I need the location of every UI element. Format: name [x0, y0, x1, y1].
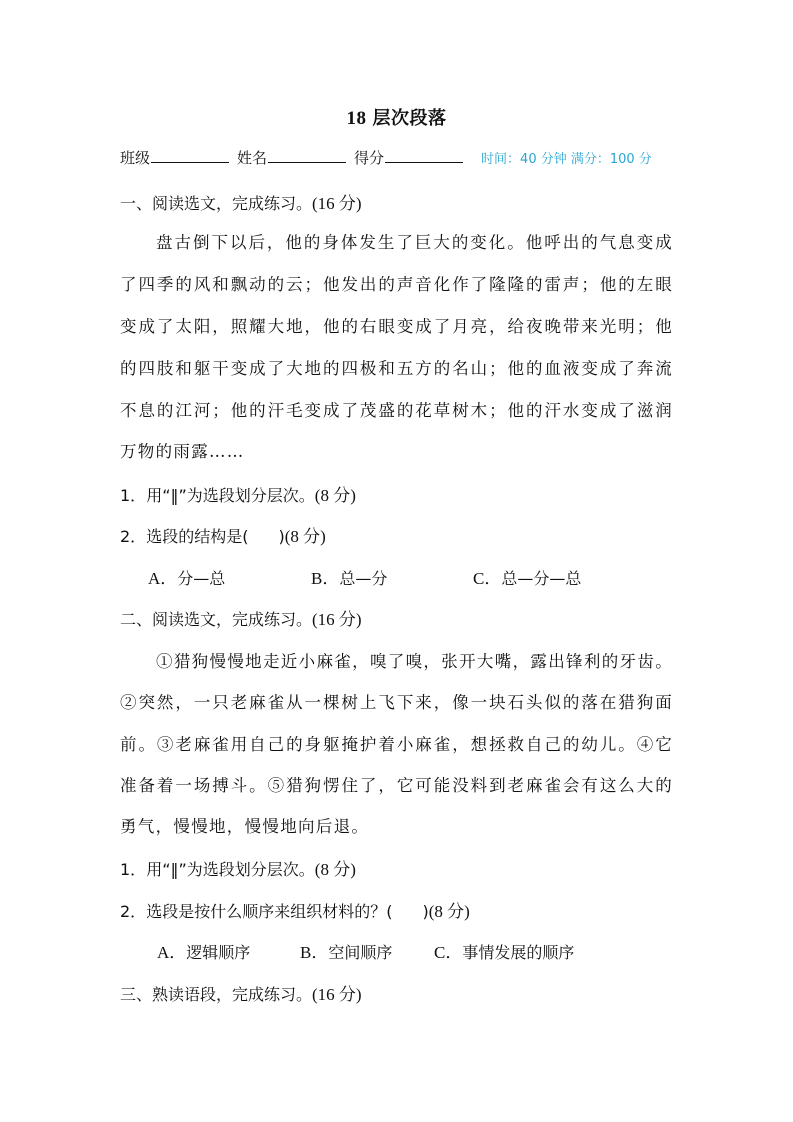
- question-text: 选段的结构是(: [146, 527, 249, 546]
- question-text: 用“‖”为选段划分层次。: [146, 486, 315, 505]
- section-1-passage-line-3: 变成了太阳，照耀大地，他的右眼变成了月亮，给夜晚带来光明；他: [120, 317, 673, 336]
- question-number: 2．: [120, 527, 147, 546]
- question-text: 用“‖”为选段划分层次。: [146, 860, 315, 879]
- student-info-line: [120, 147, 652, 168]
- section-1-heading: [120, 189, 362, 214]
- question-points: (8 分): [314, 860, 356, 879]
- section-2-passage-line-5: 勇气，慢慢地，慢慢地向后退。: [120, 817, 370, 836]
- option-text: 总—分—总: [501, 569, 582, 588]
- class-label: 班级: [120, 149, 151, 167]
- option-c[interactable]: [473, 564, 581, 589]
- time-score-meta: 时间：40 分钟 满分：100 分: [481, 152, 652, 167]
- score-label: 得分: [354, 149, 385, 167]
- section-3-points: (16 分): [312, 985, 362, 1004]
- option-letter: B．: [311, 569, 340, 588]
- section-1-passage-line-1: 盘古倒下以后，他的身体发生了巨大的变化。他呼出的气息变成: [156, 233, 673, 252]
- section-1-passage-line-2: 了四季的风和飘动的云；他发出的声音化作了隆隆的雷声；他的左眼: [120, 275, 673, 294]
- option-text: 分—总: [177, 569, 226, 588]
- option-c[interactable]: [434, 938, 574, 963]
- option-letter: C．: [473, 569, 502, 588]
- option-text: 事情发展的顺序: [462, 943, 575, 962]
- option-a[interactable]: [157, 938, 300, 963]
- option-text: 逻辑顺序: [186, 943, 251, 962]
- score-blank[interactable]: [385, 148, 463, 163]
- section-1-question-1: [120, 481, 356, 506]
- option-text: 总—分: [339, 569, 388, 588]
- section-2-heading-text: 二、阅读选文，完成练习。: [120, 610, 313, 629]
- option-a[interactable]: [148, 564, 311, 589]
- option-b[interactable]: [300, 938, 434, 963]
- name-field: [237, 147, 346, 168]
- section-2-heading: [120, 605, 362, 630]
- section-1-points: (16 分): [312, 194, 362, 213]
- lesson-number: 18: [346, 108, 367, 129]
- section-2-passage-line-2: ②突然，一只老麻雀从一棵树上飞下来，像一块石头似的落在猎狗面: [120, 693, 673, 712]
- section-2-passage-line-4: 准备着一场搏斗。⑤猎狗愣住了，它可能没料到老麻雀会有这么大的: [120, 776, 673, 795]
- score-field: [354, 147, 463, 168]
- question-number: 1．: [120, 860, 147, 879]
- section-3-heading-text: 三、熟读语段，完成练习。: [120, 985, 313, 1004]
- option-letter: A．: [148, 569, 178, 588]
- section-1-question-2: [120, 522, 326, 547]
- section-2-question-1: [120, 855, 356, 880]
- section-1-options: [148, 564, 581, 589]
- section-2-question-2: [120, 897, 470, 922]
- section-2-options: [157, 938, 574, 963]
- paren-close: ): [422, 902, 429, 921]
- section-2-points: (16 分): [312, 610, 362, 629]
- class-field: [120, 147, 229, 168]
- section-2-passage-line-1: ①猎狗慢慢地走近小麻雀，嗅了嗅，张开大嘴，露出锋利的牙齿。: [156, 652, 673, 671]
- question-number: 2．: [120, 902, 147, 921]
- question-points: (8 分): [284, 527, 326, 546]
- section-3-heading: [120, 980, 362, 1005]
- option-b[interactable]: [311, 564, 473, 589]
- section-1-heading-text: 一、阅读选文，完成练习。: [120, 194, 313, 213]
- section-1-passage-line-4: 的四肢和躯干变成了大地的四极和五方的名山；他的血液变成了奔流: [120, 359, 673, 378]
- lesson-title: 层次段落: [372, 108, 447, 129]
- paren-close: ): [278, 527, 285, 546]
- name-label: 姓名: [237, 149, 268, 167]
- option-letter: B．: [300, 943, 329, 962]
- page-title: [0, 104, 793, 130]
- option-letter: C．: [434, 943, 463, 962]
- question-text: 选段是按什么顺序来组织材料的？(: [146, 902, 393, 921]
- name-blank[interactable]: [268, 148, 346, 163]
- question-points: (8 分): [314, 486, 356, 505]
- question-number: 1．: [120, 486, 147, 505]
- section-1-passage-line-6: 万物的雨露……: [120, 442, 245, 461]
- question-points: (8 分): [428, 902, 470, 921]
- option-text: 空间顺序: [328, 943, 393, 962]
- option-letter: A．: [157, 943, 187, 962]
- section-1-passage-line-5: 不息的江河；他的汗毛变成了茂盛的花草树木；他的汗水变成了滋润: [120, 401, 673, 420]
- section-2-passage-line-3: 前。③老麻雀用自己的身躯掩护着小麻雀，想拯救自己的幼儿。④它: [120, 735, 673, 754]
- class-blank[interactable]: [151, 148, 229, 163]
